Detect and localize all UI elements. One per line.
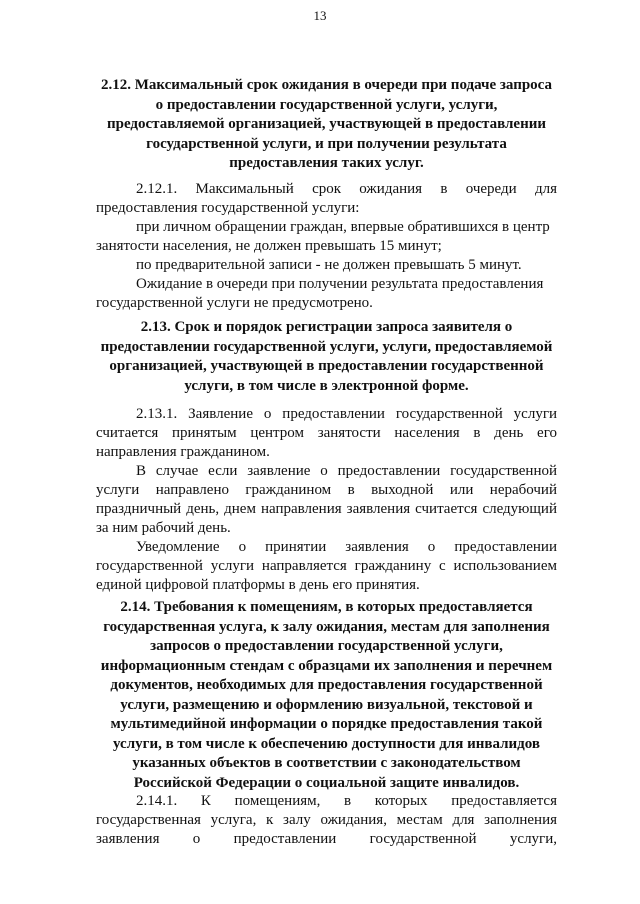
heading-line: услуги, в том числе в электронной форме. bbox=[184, 377, 469, 394]
section-2-12-body bbox=[96, 180, 557, 313]
heading-line: мультимедийной информации о порядке предоставления такой bbox=[110, 716, 543, 732]
body-line: направления гражданином. bbox=[96, 444, 270, 460]
heading-line: предоставлении государственной услуги, услуги, предоставляемой bbox=[100, 338, 553, 355]
body-line: государственной услуги не предусмотрено. bbox=[96, 295, 373, 311]
body-line: при личном обращении граждан, впервые обратившихся в центр bbox=[136, 219, 550, 235]
heading-line: организацией, участвующей в предоставлении государственной bbox=[109, 358, 544, 374]
body-line: 2.13.1. Заявление о предоставлении государственной услуги bbox=[136, 406, 557, 422]
heading-line: Российской Федерации о социальной защите инвалидов. bbox=[133, 774, 520, 791]
body-line: Ожидание в очереди при получении результата предоставления bbox=[136, 276, 544, 292]
body-line: Уведомление о принятии заявления о предоставлении bbox=[136, 539, 557, 555]
body-line: предоставления государственной услуги: bbox=[96, 200, 360, 216]
heading-line: 2.14. Требования к помещениям, в которых предоставляется bbox=[120, 599, 533, 615]
heading-line: предоставляемой организацией, участвующей в предоставлении bbox=[106, 116, 547, 132]
section-2-13-heading bbox=[96, 318, 557, 396]
body-line: за ним рабочий день. bbox=[96, 520, 231, 536]
body-line: заявления о предоставлении государственной услуги, bbox=[96, 831, 557, 847]
body-line: единой цифровой платформы в день его принятия. bbox=[96, 577, 420, 593]
body-line: услуги направлено гражданином в выходной или нерабочий bbox=[96, 482, 557, 498]
body-line: В случае если заявление о предоставлении государственной bbox=[136, 463, 557, 479]
heading-line: 2.13. Срок и порядок регистрации запроса заявителя о bbox=[140, 319, 513, 335]
heading-line: государственной услуги, и при получении результата bbox=[146, 135, 507, 152]
heading-line: услуги, размещению и оформлению визуальной, текстовой и bbox=[120, 696, 533, 713]
heading-line: государственная услуга, к залу ожидания, местам для заполнения bbox=[103, 618, 550, 635]
section-2-13-body bbox=[96, 405, 557, 595]
heading-line: услуги, в том числе к обеспечению доступности для инвалидов bbox=[113, 735, 540, 752]
page-number: 13 bbox=[313, 8, 327, 23]
body-line: по предварительной записи - не должен превышать 5 минут. bbox=[136, 257, 522, 273]
heading-line: указанных объектов в соответствии с законодательством bbox=[132, 755, 521, 771]
heading-line: информационным стендам с образцами их заполнения и перечнем bbox=[100, 657, 553, 674]
heading-line: документов, необходимых для предоставления государственной bbox=[110, 677, 543, 693]
body-line: 2.12.1. Максимальный срок ожидания в очереди для bbox=[136, 181, 557, 197]
heading-line: о предоставлении государственной услуги, услуги, bbox=[155, 96, 498, 113]
body-line: праздничный день, днем направления заявления считается следующий bbox=[96, 501, 557, 517]
heading-line: 2.12. Максимальный срок ожидания в очереди при подаче запроса bbox=[100, 77, 553, 93]
heading-line: предоставления таких услуг. bbox=[229, 155, 424, 171]
section-2-12-heading bbox=[96, 76, 557, 174]
body-line: считается принятым центром занятости населения в день его bbox=[96, 425, 557, 441]
heading-line: запросов о предоставлении государственной услуги, bbox=[150, 638, 503, 654]
body-line: государственная услуга, к залу ожидания, местам для заполнения bbox=[96, 812, 557, 828]
body-line: 2.14.1. К помещениям, в которых предоставляется bbox=[136, 793, 557, 809]
body-line: занятости населения, не должен превышать 15 минут; bbox=[96, 238, 442, 254]
section-2-14-heading bbox=[96, 598, 557, 793]
body-line: государственной услуги направляется гражданину с использованием bbox=[96, 558, 557, 574]
section-2-14-body bbox=[96, 792, 557, 849]
